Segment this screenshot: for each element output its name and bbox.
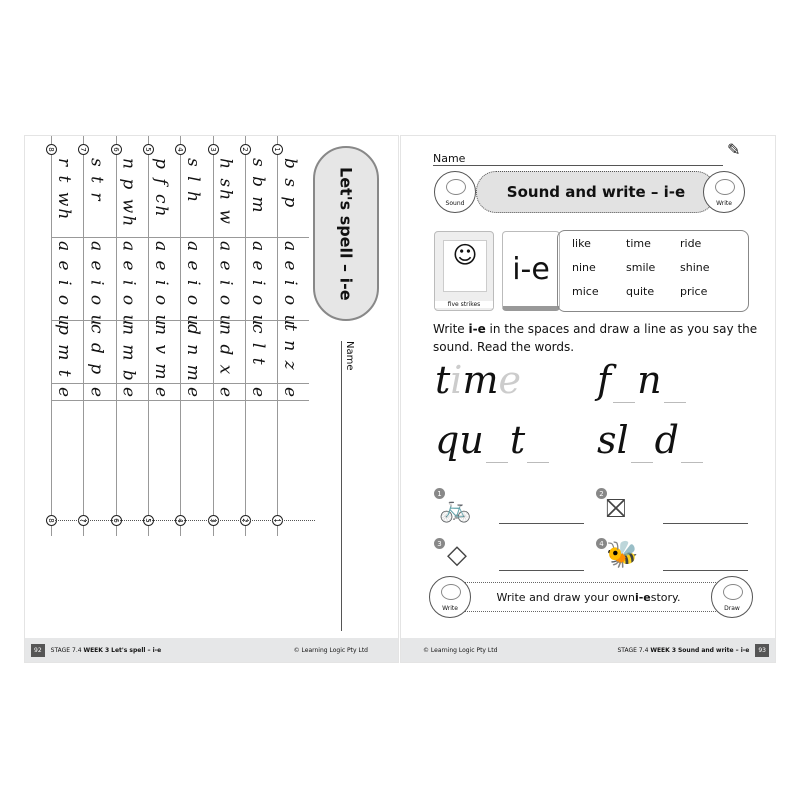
page-number: 93 [755,644,769,657]
word: smile [626,261,656,274]
row-number: 3 [208,515,219,526]
page-title: Sound and write – i-e [476,171,716,213]
row-number: 6 [111,144,122,155]
letter-group: a e i o u [215,241,236,328]
copyright: © Learning Logic Pty Ltd [423,646,498,654]
footer-stage: STAGE 7.4 [50,646,82,654]
letter-group: a e i o u [150,241,171,328]
grid-divider [51,237,309,238]
name-field[interactable]: Name [341,341,342,631]
dotted-line [55,520,315,521]
spelling-row-2 [241,136,277,536]
card-caption: five strikes [435,301,493,308]
footer [25,638,398,662]
word-list [557,230,749,312]
word: shine [680,261,710,274]
row-number: 4 [175,515,186,526]
letter-group: e [86,387,107,400]
cursive-word-slide[interactable]: sl d [597,418,705,463]
letter-group: c l t [247,324,268,367]
cursive-word-quite[interactable]: qu t [435,418,551,463]
monkey-icon [723,584,743,600]
letter-group: s t r [86,158,107,203]
row-number: 7 [78,515,89,526]
row-number: 5 [143,144,154,155]
letter-group: c d p [86,324,107,377]
letter-group: a e i o u [86,241,107,328]
letter-group: e [280,387,301,400]
footer-title: Sound and write – i-e [677,646,750,654]
row-number: 1 [272,515,283,526]
row-number: 3 [208,144,219,155]
footer-week: WEEK 3 [83,646,110,654]
grapheme-card: i-e [502,231,560,311]
monkey-icon [715,179,735,195]
item-number: 2 [596,488,607,499]
grid-divider [51,320,309,321]
word: nine [572,261,596,274]
copyright: © Learning Logic Pty Ltd [293,646,368,654]
letter-group: a e i o u [118,241,139,328]
slide-icon: ⛝ [606,494,626,524]
letter-group: s l h [183,158,204,204]
word: time [626,237,651,250]
letter-group: n d x [215,324,236,377]
item-number: 1 [434,488,445,499]
left-page [24,135,399,663]
spelling-row-7 [79,136,115,536]
right-page [400,135,776,663]
letter-group: b s p [280,158,301,210]
letter-group: e [54,387,74,400]
pencil-mascot-icon: ✎ [727,140,741,159]
letter-group: n v m [150,324,171,382]
letter-group: n p wh [118,158,139,229]
letter-group: a e i o u [280,241,301,328]
word: quite [626,285,655,298]
grid-divider [51,400,309,401]
letter-group: t n z [280,324,301,372]
page-number: 92 [31,644,45,657]
letter-group: p f ch [150,158,171,219]
name-field[interactable]: Name [433,152,723,166]
write-badge: Write [429,576,471,618]
letter-group: d n m [183,324,204,383]
story-prompt: Write and draw your own i-e story. [451,582,726,612]
row-number: 6 [111,515,122,526]
row-number: 7 [78,144,89,155]
cursive-word-fine[interactable]: f n [597,358,688,403]
spelling-row-3 [209,136,245,536]
row-number: 2 [240,144,251,155]
letter-group: p m t [54,324,74,379]
monkey-icon [441,584,461,600]
letter-group: n m b [118,324,139,383]
footer-title: Let's spell – i-e [111,646,162,654]
letter-group: s b m [247,158,268,215]
letter-group: a e i o u [247,241,268,328]
spelling-row-8 [47,136,83,536]
spelling-row-6 [112,136,148,536]
letter-group: r t wh [54,158,74,222]
picture-card [434,231,494,311]
instructions: Write i-e in the spaces and draw a line as you say the sound. Read the words. [433,322,758,354]
cursive-word-time: time [435,358,521,402]
letter-group: a e i o u [183,241,204,328]
footer [401,638,775,662]
footer-week: WEEK 3 [650,646,677,654]
footer-stage: STAGE 7.4 [617,646,649,654]
answer-line[interactable] [499,523,584,524]
answer-line[interactable] [499,570,584,571]
bike-icon: 🚲 [439,494,472,524]
row-number: 8 [46,515,57,526]
letter-group: e [247,387,268,400]
draw-badge: Draw [711,576,753,618]
letter-group: e [118,387,139,400]
row-number: 8 [46,144,57,155]
row-number: 2 [240,515,251,526]
item-number: 3 [434,538,445,549]
row-number: 1 [272,144,283,155]
letter-group: a e i o u [54,241,74,328]
write-badge: Write [703,171,745,213]
word: like [572,237,591,250]
letter-group: e [150,387,171,400]
letter-group: h sh w [215,158,236,226]
monkey-icon [446,179,466,195]
row-number: 4 [175,144,186,155]
letter-group: e [215,387,236,400]
letter-group: e [183,387,204,400]
grid-divider [51,383,309,384]
item-number: 4 [596,538,607,549]
answer-line[interactable] [663,570,748,571]
spelling-row-4 [176,136,212,536]
spelling-row-1 [273,136,309,536]
sound-badge: Sound [434,171,476,213]
word: mice [572,285,599,298]
answer-line[interactable] [663,523,748,524]
beehive-icon: 🐝 [606,540,639,570]
spelling-row-5 [144,136,180,536]
kite-icon: ◇ [447,540,467,570]
boy-picture-icon: ☺ [443,240,487,292]
word: price [680,285,708,298]
word: ride [680,237,702,250]
page-title: Let's spell – i-e [313,146,379,321]
row-number: 5 [143,515,154,526]
